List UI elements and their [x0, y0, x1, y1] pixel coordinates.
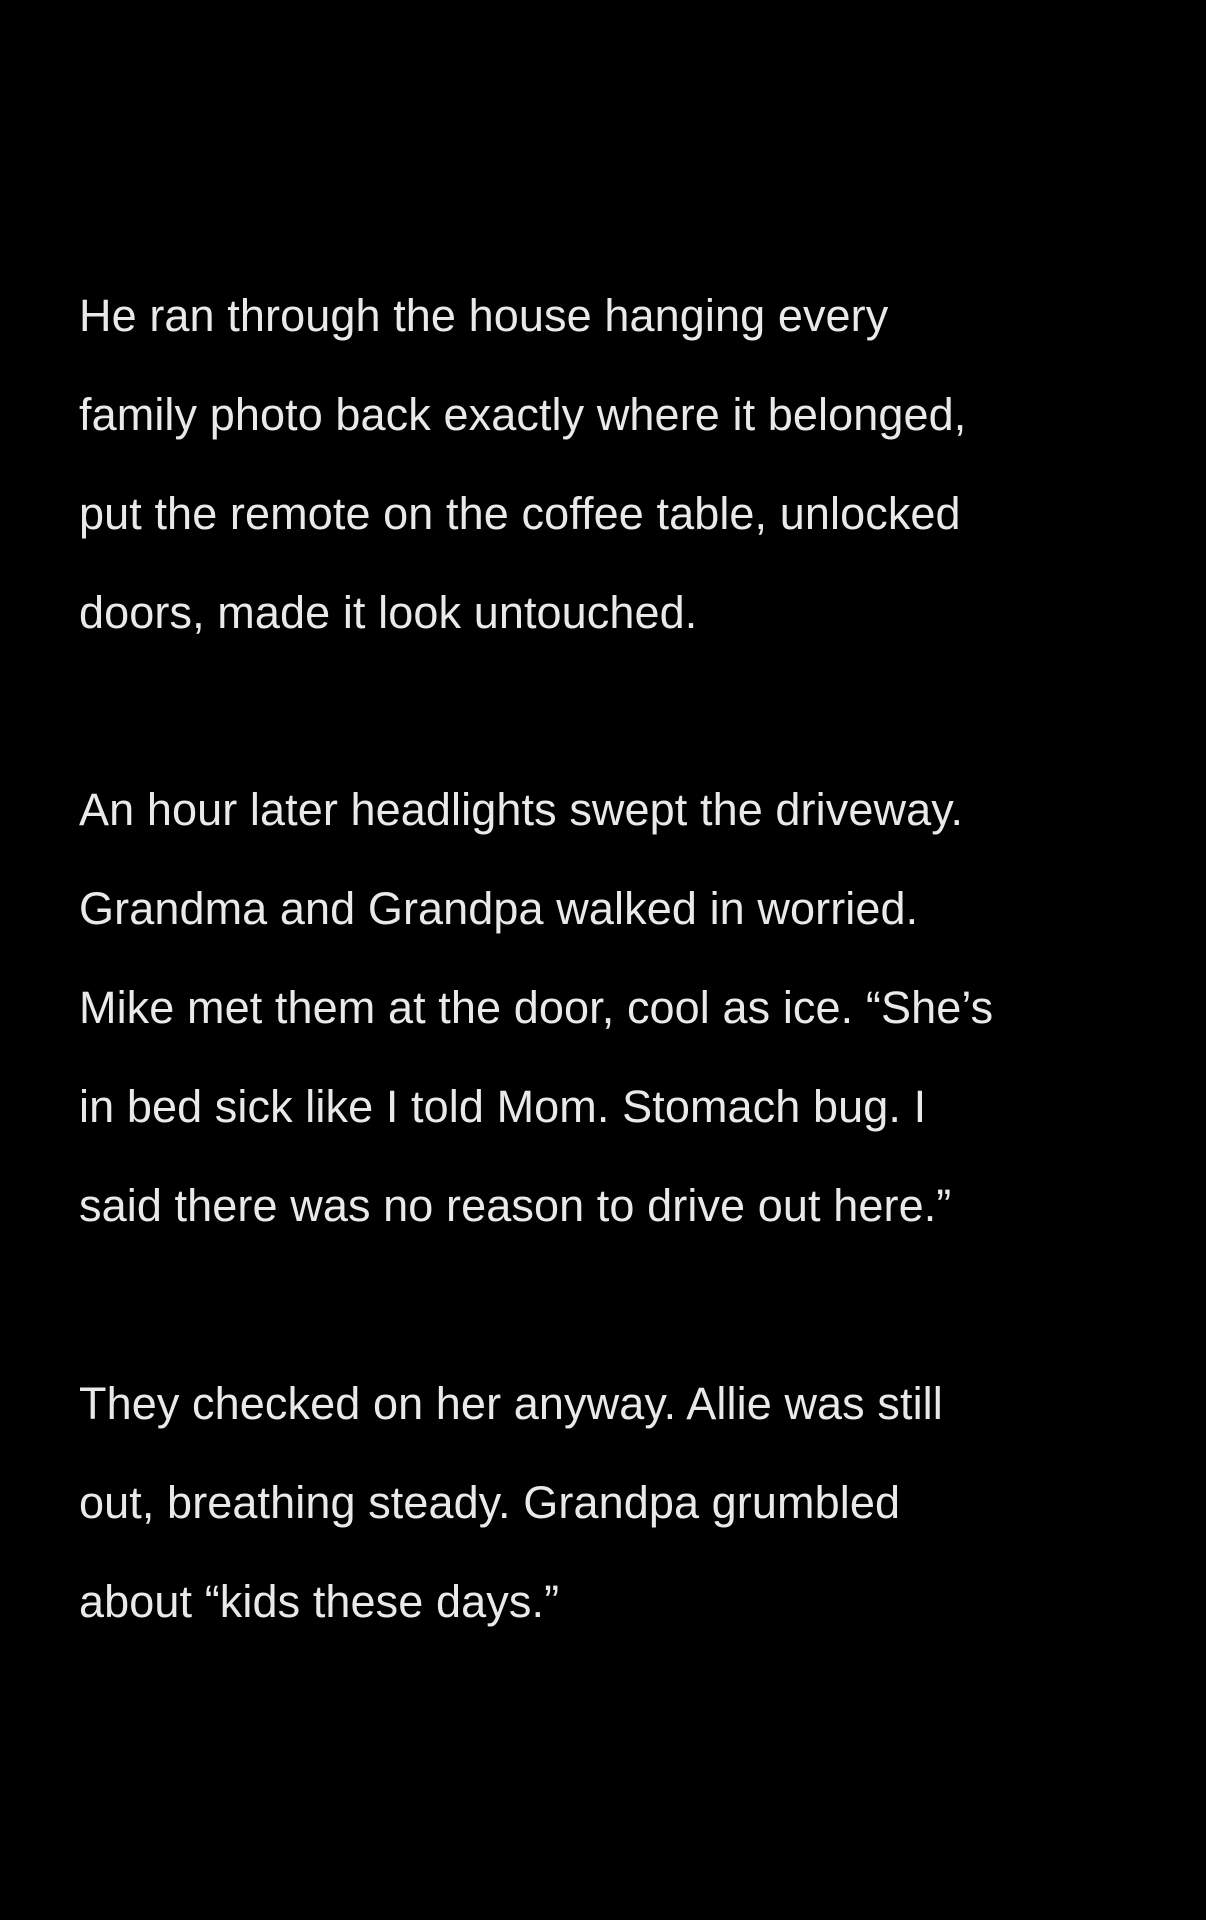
paragraph-1 — [79, 266, 1159, 662]
text-line: family photo back exactly where it belonged, — [79, 389, 967, 440]
text-line: An hour later headlights swept the driveway. — [79, 784, 964, 835]
text-line: Grandma and Grandpa walked in worried. — [79, 883, 919, 934]
text-line: out, breathing steady. Grandpa grumbled — [79, 1477, 901, 1528]
text-line: put the remote on the coffee table, unlocked — [79, 488, 961, 539]
text-line: doors, made it look untouched. — [79, 587, 698, 638]
text-line: in bed sick like I told Mom. Stomach bug. I — [79, 1081, 927, 1132]
text-line: about “kids these days.” — [79, 1576, 560, 1627]
paragraph-3 — [79, 1354, 1159, 1651]
text-line: He ran through the house hanging every — [79, 290, 889, 341]
text-line: They checked on her anyway. Allie was still — [79, 1378, 943, 1429]
paragraph-2 — [79, 760, 1159, 1255]
text-line: said there was no reason to drive out here.” — [79, 1180, 952, 1231]
text-line: Mike met them at the door, cool as ice. “She’s — [79, 982, 994, 1033]
